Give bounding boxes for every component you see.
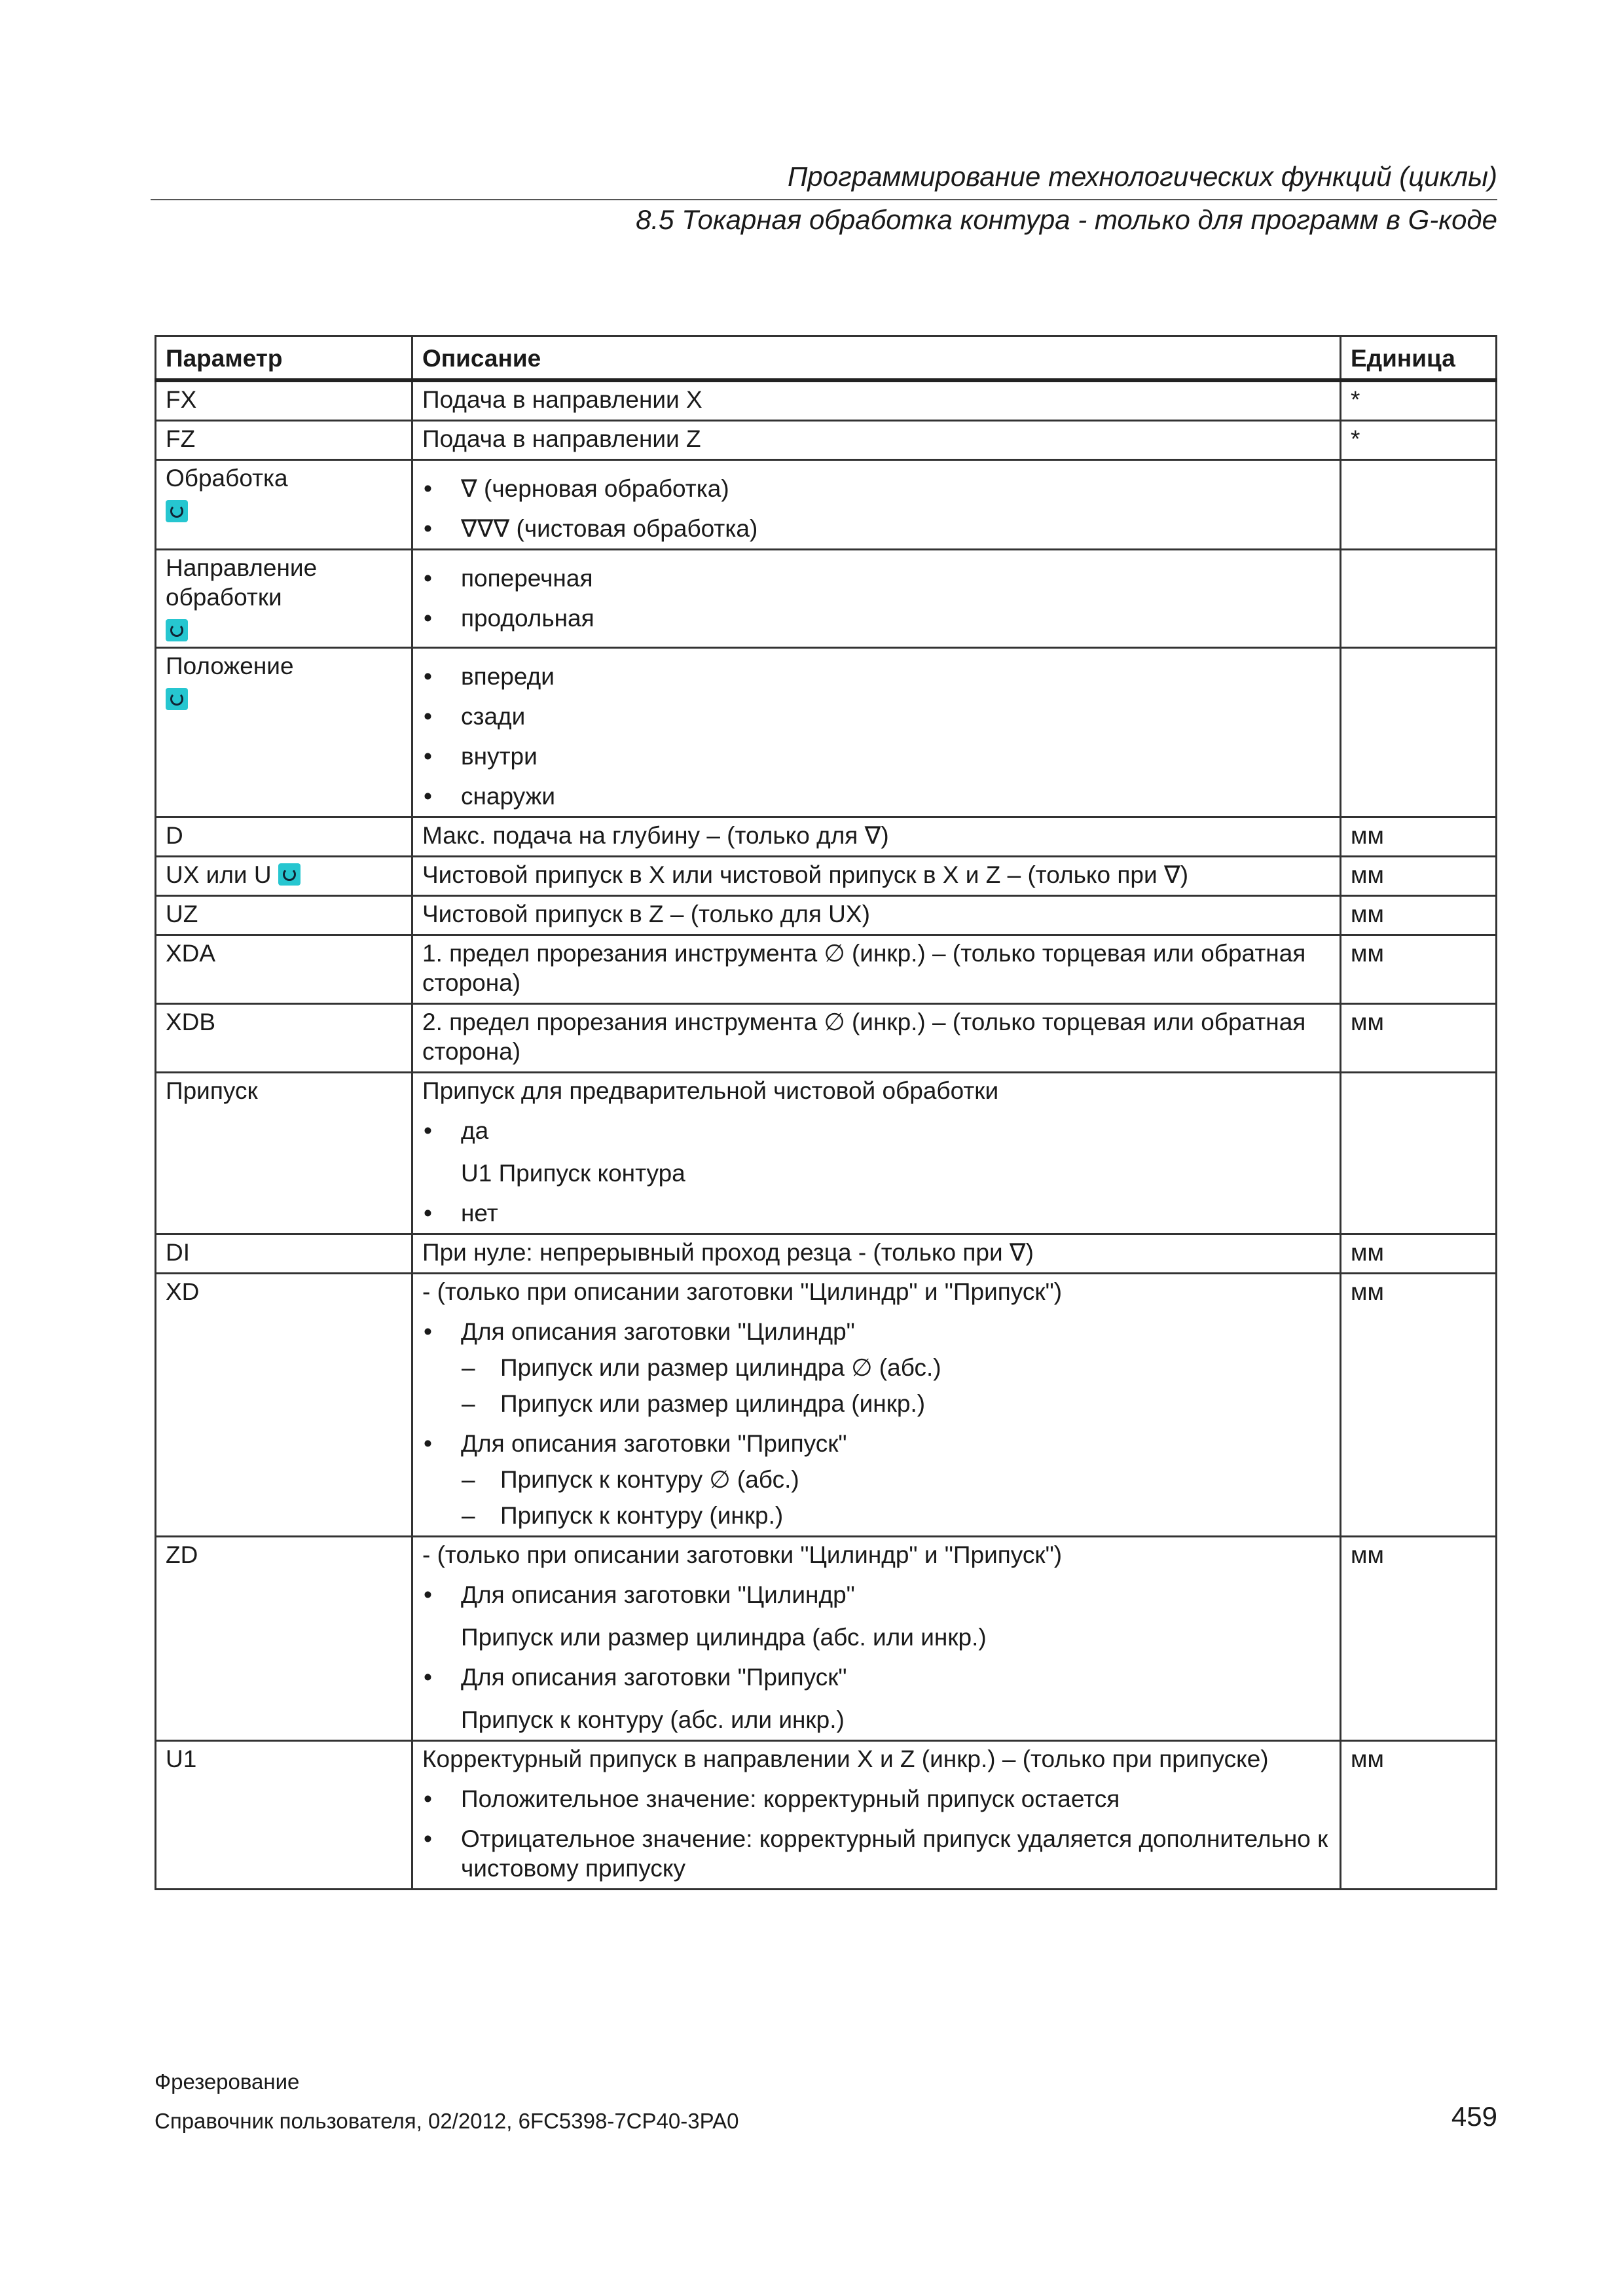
description-cell: Чистовой припуск в X или чистовой припуск в X и Z – (только при ∇) — [412, 857, 1341, 896]
table-row — [156, 935, 1497, 1004]
unit-cell — [1341, 648, 1497, 817]
table-row — [156, 1073, 1497, 1234]
unit-cell: * — [1341, 380, 1497, 421]
table-row — [156, 1234, 1497, 1274]
param-label: Обработка — [166, 465, 288, 492]
description-text: Корректурный припуск в направлении X и Z (инкр.) – (только при припуске) — [422, 1746, 1269, 1773]
unit-cell: мм — [1341, 1004, 1497, 1073]
param-cell: XDA — [156, 935, 412, 1004]
unit-cell: мм — [1341, 1741, 1497, 1890]
param-cell — [156, 550, 412, 648]
param-cell: D — [156, 817, 412, 857]
indented-text: Припуск к контуру (абс. или инкр.) — [461, 1706, 845, 1734]
param-cell: DI — [156, 1234, 412, 1274]
indented-text: U1 Припуск контура — [461, 1160, 685, 1187]
unit-cell: мм — [1341, 1274, 1497, 1537]
bullet-item: • впереди — [422, 662, 1330, 691]
bullet-item: • нет — [422, 1198, 1330, 1228]
table-row — [156, 1274, 1497, 1537]
description-cell: 2. предел прорезания инструмента ∅ (инкр.) – (только торцевая или обратная сторона) — [412, 1004, 1341, 1073]
bullet-item: • ∇∇∇ (чистовая обработка) — [422, 514, 1330, 543]
unit-cell: мм — [1341, 1234, 1497, 1274]
bullet-item: • Для описания заготовки "Цилиндр" — [422, 1580, 1330, 1609]
table-row — [156, 817, 1497, 857]
description-cell: При нуле: непрерывный проход резца - (только при ∇) — [412, 1234, 1341, 1274]
footer-manual-reference: Справочник пользователя, 02/2012, 6FC5398-7CP40-3PA0 — [155, 2109, 739, 2133]
param-cell: FZ — [156, 421, 412, 460]
column-header-description: Описание — [412, 336, 1341, 381]
unit-cell: мм — [1341, 1537, 1497, 1741]
description-cell — [412, 648, 1341, 817]
description-text: - (только при описании заготовки "Цилиндр" и "Припуск") — [422, 1278, 1063, 1306]
param-label: UX или U — [166, 861, 272, 889]
bullet-item: • внутри — [422, 742, 1330, 771]
bullet-item: • поперечная — [422, 564, 1330, 593]
page-number: 459 — [1451, 2101, 1497, 2132]
unit-cell: мм — [1341, 896, 1497, 935]
description-cell — [412, 1537, 1341, 1741]
param-cell: UZ — [156, 896, 412, 935]
table-row — [156, 460, 1497, 550]
param-cell: FX — [156, 380, 412, 421]
footer-product: Фрезерование — [155, 2070, 300, 2094]
description-cell — [412, 1274, 1341, 1537]
sub-item: – Припуск к контуру ∅ (абс.) — [422, 1465, 1330, 1494]
table-row — [156, 648, 1497, 817]
bullet-item: • Отрицательное значение: корректурный припуск удаляется дополнительно к чистовому припуску — [422, 1824, 1330, 1883]
description-cell — [412, 460, 1341, 550]
bullet-item: • ∇ (черновая обработка) — [422, 474, 1330, 503]
table-row — [156, 421, 1497, 460]
description-cell: Чистовой припуск в Z – (только для UX) — [412, 896, 1341, 935]
indented-text: Припуск или размер цилиндра (абс. или инкр.) — [461, 1624, 987, 1651]
bullet-item: • Для описания заготовки "Припуск" — [422, 1429, 1330, 1458]
param-cell: Припуск — [156, 1073, 412, 1234]
table-row — [156, 857, 1497, 896]
bullet-item: • снаружи — [422, 781, 1330, 811]
table-header-row — [156, 336, 1497, 381]
description-text: - (только при описании заготовки "Цилиндр" и "Припуск") — [422, 1541, 1063, 1569]
unit-cell: мм — [1341, 817, 1497, 857]
chapter-title: Программирование технологических функций (циклы) — [787, 161, 1497, 192]
unit-cell — [1341, 1073, 1497, 1234]
sub-item: – Припуск или размер цилиндра ∅ (абс.) — [422, 1353, 1330, 1382]
sub-item: – Припуск к контуру (инкр.) — [422, 1501, 1330, 1530]
toggle-icon[interactable] — [166, 688, 188, 710]
bullet-item: • сзади — [422, 702, 1330, 731]
description-cell: Подача в направлении X — [412, 380, 1341, 421]
section-title: 8.5 Токарная обработка контура - только для программ в G-коде — [636, 204, 1497, 235]
description-cell: 1. предел прорезания инструмента ∅ (инкр.) – (только торцевая или обратная сторона) — [412, 935, 1341, 1004]
bullet-item: • Положительное значение: корректурный припуск остается — [422, 1784, 1330, 1814]
header-rule — [151, 199, 1497, 200]
bullet-item: • да — [422, 1116, 1330, 1145]
description-cell — [412, 1741, 1341, 1890]
column-header-unit: Единица — [1341, 336, 1497, 381]
unit-cell: мм — [1341, 935, 1497, 1004]
toggle-icon[interactable] — [166, 619, 188, 641]
sub-item: – Припуск или размер цилиндра (инкр.) — [422, 1389, 1330, 1418]
param-cell: XDB — [156, 1004, 412, 1073]
param-cell — [156, 648, 412, 817]
unit-cell: * — [1341, 421, 1497, 460]
unit-cell: мм — [1341, 857, 1497, 896]
table-row — [156, 1004, 1497, 1073]
description-text: Припуск для предварительной чистовой обработки — [422, 1077, 999, 1105]
table-row — [156, 550, 1497, 648]
parameter-table — [155, 335, 1497, 1890]
bullet-item: • Для описания заготовки "Припуск" — [422, 1662, 1330, 1692]
description-cell: Подача в направлении Z — [412, 421, 1341, 460]
param-cell: XD — [156, 1274, 412, 1537]
param-cell — [156, 460, 412, 550]
table-row — [156, 896, 1497, 935]
unit-cell — [1341, 550, 1497, 648]
toggle-icon[interactable] — [278, 863, 301, 886]
description-cell: Макс. подача на глубину – (только для ∇) — [412, 817, 1341, 857]
toggle-icon[interactable] — [166, 500, 188, 522]
param-cell: ZD — [156, 1537, 412, 1741]
param-cell — [156, 857, 412, 896]
param-label: Направление обработки — [166, 554, 318, 611]
unit-cell — [1341, 460, 1497, 550]
table-row — [156, 380, 1497, 421]
param-label: Положение — [166, 653, 294, 680]
table-row — [156, 1537, 1497, 1741]
bullet-item: • продольная — [422, 603, 1330, 633]
bullet-item: • Для описания заготовки "Цилиндр" — [422, 1317, 1330, 1346]
column-header-parameter: Параметр — [156, 336, 412, 381]
table-row — [156, 1741, 1497, 1890]
description-cell — [412, 550, 1341, 648]
description-cell — [412, 1073, 1341, 1234]
param-cell: U1 — [156, 1741, 412, 1890]
